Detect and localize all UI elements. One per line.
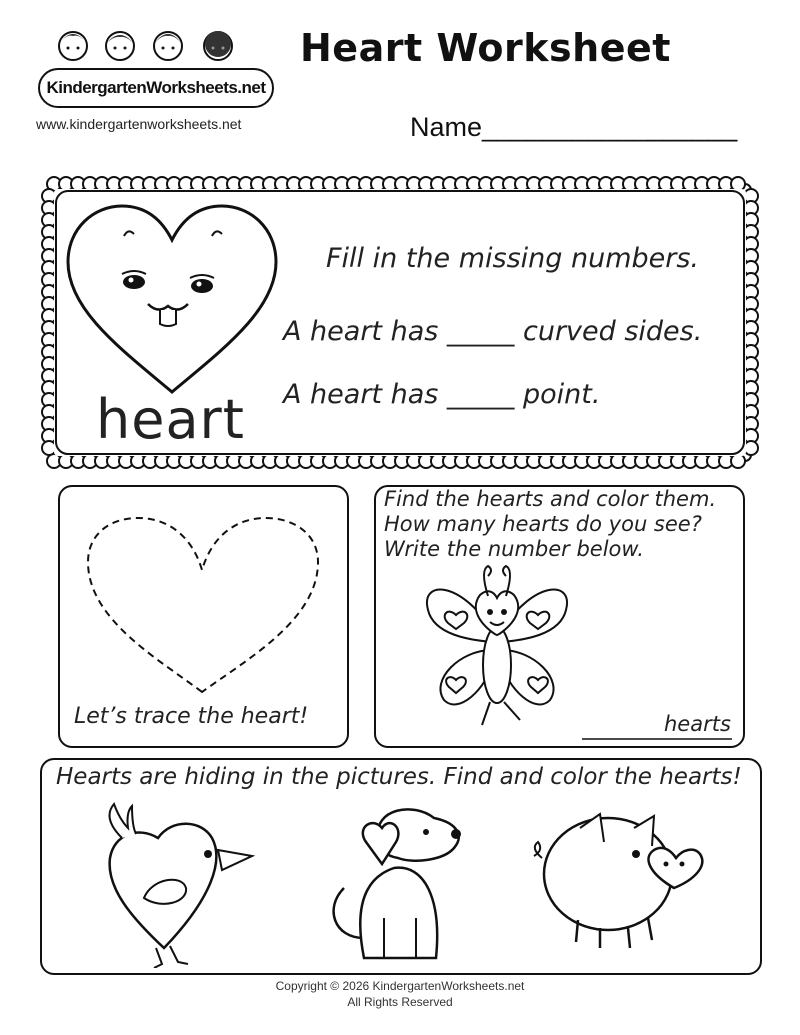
pig-icon — [524, 808, 714, 958]
dog-icon — [324, 798, 474, 968]
trace-caption: Let’s trace the heart! — [74, 704, 309, 729]
footer-copyright: Copyright © 2026 KindergartenWorksheets.net — [275, 979, 525, 993]
site-logo — [28, 18, 278, 138]
instruction-text: Fill in the missing numbers. — [326, 243, 700, 274]
butterfly-icon — [420, 560, 575, 740]
dashed-heart-icon — [80, 510, 325, 700]
question-1: A heart has _____ curved sides. — [283, 316, 703, 347]
site-url: www.kindergartenworksheets.net — [36, 116, 242, 132]
logo-badge: KindergartenWorksheets.net — [38, 68, 274, 108]
answer-line — [582, 737, 732, 741]
hiding-instruction: Hearts are hiding in the pictures. Find and color the hearts! — [56, 764, 742, 790]
find-line-3: Write the number below. — [384, 537, 644, 561]
bird-icon — [92, 798, 262, 968]
answer-label: hearts — [664, 712, 731, 736]
footer-rights: All Rights Reserved — [347, 995, 453, 1009]
vocab-word: heart — [96, 388, 245, 451]
heart-face-icon — [62, 200, 282, 400]
question-2: A heart has _____ point. — [283, 379, 601, 410]
find-line-1: Find the hearts and color them. — [384, 487, 717, 511]
page-title: Heart Worksheet — [300, 26, 671, 70]
name-field-label: Name_________________ — [410, 112, 738, 142]
find-line-2: How many hearts do you see? — [384, 512, 702, 536]
